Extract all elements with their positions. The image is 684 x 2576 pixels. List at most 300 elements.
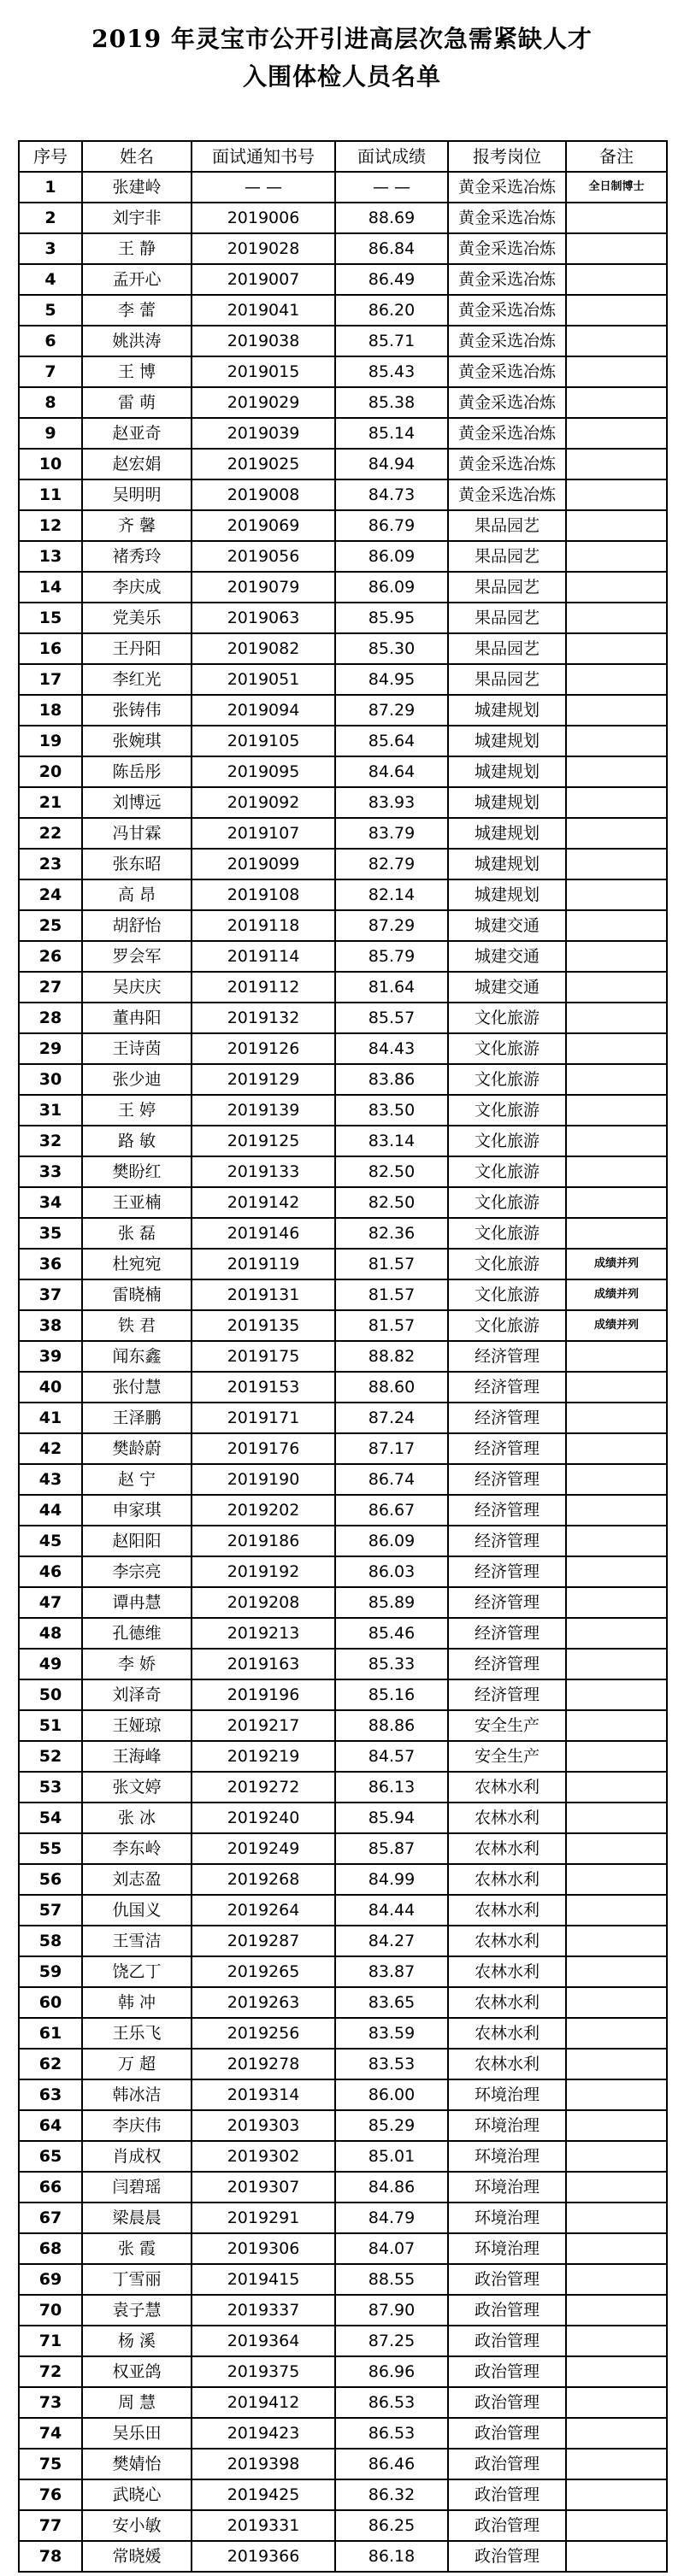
cell-score: 85.89 bbox=[335, 1587, 448, 1618]
cell-no: 62 bbox=[19, 2049, 82, 2079]
cell-name: 权亚鸽 bbox=[82, 2356, 192, 2387]
cell-name: 申家琪 bbox=[82, 1495, 192, 1526]
cell-post: 经济管理 bbox=[448, 1618, 566, 1649]
cell-ticket: 2019412 bbox=[192, 2387, 335, 2418]
cell-ticket: 2019364 bbox=[192, 2326, 335, 2356]
cell-name: 董冉阳 bbox=[82, 1003, 192, 1033]
table-row bbox=[19, 633, 667, 664]
cell-note bbox=[566, 1526, 667, 1556]
cell-score: 85.94 bbox=[335, 1803, 448, 1833]
cell-score: 87.17 bbox=[335, 1433, 448, 1464]
cell-no: 55 bbox=[19, 1833, 82, 1864]
cell-name: 吴乐田 bbox=[82, 2418, 192, 2449]
cell-name: 张 冰 bbox=[82, 1803, 192, 1833]
cell-note bbox=[566, 2295, 667, 2326]
cell-post: 黄金采选冶炼 bbox=[448, 172, 566, 203]
cell-name: 王乐飞 bbox=[82, 2018, 192, 2049]
cell-note: 成绩并列 bbox=[566, 1310, 667, 1341]
cell-score: 86.46 bbox=[335, 2449, 448, 2479]
cell-ticket: 2019303 bbox=[192, 2110, 335, 2141]
cell-note bbox=[566, 756, 667, 787]
table-row bbox=[19, 2203, 667, 2233]
table-row bbox=[19, 1710, 667, 1741]
cell-post: 农林水利 bbox=[448, 1926, 566, 1956]
table-row bbox=[19, 1003, 667, 1033]
cell-name: 铁 君 bbox=[82, 1310, 192, 1341]
cell-note bbox=[566, 1926, 667, 1956]
cell-ticket: 2019008 bbox=[192, 479, 335, 510]
table-row bbox=[19, 2079, 667, 2110]
cell-score: 83.59 bbox=[335, 2018, 448, 2049]
cell-post: 农林水利 bbox=[448, 1803, 566, 1833]
cell-name: 王 静 bbox=[82, 233, 192, 264]
cell-no: 50 bbox=[19, 1679, 82, 1710]
cell-post: 文化旅游 bbox=[448, 1310, 566, 1341]
cell-score: 85.57 bbox=[335, 1003, 448, 1033]
table-row bbox=[19, 787, 667, 818]
table-row bbox=[19, 2387, 667, 2418]
cell-ticket: 2019272 bbox=[192, 1772, 335, 1803]
cell-score: 83.87 bbox=[335, 1956, 448, 1987]
cell-note bbox=[566, 1403, 667, 1433]
cell-name: 褚秀玲 bbox=[82, 541, 192, 572]
cell-score: 86.79 bbox=[335, 510, 448, 541]
cell-no: 4 bbox=[19, 264, 82, 295]
cell-score: 85.64 bbox=[335, 726, 448, 756]
table-row bbox=[19, 1310, 667, 1341]
cell-no: 28 bbox=[19, 1003, 82, 1033]
cell-name: 陈岳彤 bbox=[82, 756, 192, 787]
cell-note bbox=[566, 510, 667, 541]
cell-ticket: 2019118 bbox=[192, 910, 335, 941]
cell-note bbox=[566, 1341, 667, 1372]
table-row bbox=[19, 449, 667, 479]
cell-note bbox=[566, 2510, 667, 2541]
cell-post: 经济管理 bbox=[448, 1556, 566, 1587]
cell-no: 38 bbox=[19, 1310, 82, 1341]
cell-note bbox=[566, 264, 667, 295]
cell-ticket: 2019069 bbox=[192, 510, 335, 541]
cell-note bbox=[566, 787, 667, 818]
cell-score: 84.64 bbox=[335, 756, 448, 787]
cell-name: 杜宛宛 bbox=[82, 1249, 192, 1279]
cell-score: 88.86 bbox=[335, 1710, 448, 1741]
cell-name: 闫碧瑶 bbox=[82, 2172, 192, 2203]
cell-note bbox=[566, 1187, 667, 1218]
cell-no: 76 bbox=[19, 2479, 82, 2510]
cell-post: 果品园艺 bbox=[448, 664, 566, 695]
cell-score: 81.57 bbox=[335, 1249, 448, 1279]
cell-score: 81.57 bbox=[335, 1310, 448, 1341]
cell-note bbox=[566, 633, 667, 664]
cell-ticket: 2019425 bbox=[192, 2479, 335, 2510]
cell-no: 33 bbox=[19, 1156, 82, 1187]
cell-ticket: 2019028 bbox=[192, 233, 335, 264]
cell-no: 23 bbox=[19, 849, 82, 879]
cell-note bbox=[566, 1649, 667, 1679]
cell-post: 安全生产 bbox=[448, 1710, 566, 1741]
cell-score: 82.14 bbox=[335, 879, 448, 910]
cell-post: 文化旅游 bbox=[448, 1126, 566, 1156]
cell-no: 27 bbox=[19, 972, 82, 1003]
cell-no: 25 bbox=[19, 910, 82, 941]
cell-name: 张东昭 bbox=[82, 849, 192, 879]
cell-ticket: 2019119 bbox=[192, 1249, 335, 1279]
cell-name: 李庆成 bbox=[82, 572, 192, 603]
cell-post: 果品园艺 bbox=[448, 633, 566, 664]
cell-name: 刘博远 bbox=[82, 787, 192, 818]
cell-score: 86.25 bbox=[335, 2510, 448, 2541]
cell-name: 赵 宁 bbox=[82, 1464, 192, 1495]
cell-post: 城建交通 bbox=[448, 972, 566, 1003]
table-row bbox=[19, 1372, 667, 1403]
cell-note bbox=[566, 1864, 667, 1895]
cell-name: 杨 溪 bbox=[82, 2326, 192, 2356]
cell-note bbox=[566, 1956, 667, 1987]
cell-note bbox=[566, 1803, 667, 1833]
cell-ticket: 2019092 bbox=[192, 787, 335, 818]
cell-ticket: 2019190 bbox=[192, 1464, 335, 1495]
cell-score: 85.29 bbox=[335, 2110, 448, 2141]
cell-note bbox=[566, 1618, 667, 1649]
cell-note bbox=[566, 664, 667, 695]
cell-ticket: 2019302 bbox=[192, 2141, 335, 2172]
cell-post: 黄金采选冶炼 bbox=[448, 479, 566, 510]
cell-note bbox=[566, 2049, 667, 2079]
cell-ticket: 2019125 bbox=[192, 1126, 335, 1156]
table-row bbox=[19, 756, 667, 787]
table-row bbox=[19, 1526, 667, 1556]
cell-post: 经济管理 bbox=[448, 1433, 566, 1464]
table-row bbox=[19, 1126, 667, 1156]
cell-note bbox=[566, 449, 667, 479]
cell-name: 吴明明 bbox=[82, 479, 192, 510]
cell-name: 赵阳阳 bbox=[82, 1526, 192, 1556]
cell-no: 39 bbox=[19, 1341, 82, 1372]
cell-post: 政治管理 bbox=[448, 2387, 566, 2418]
cell-ticket: 2019105 bbox=[192, 726, 335, 756]
cell-ticket: 2019039 bbox=[192, 418, 335, 449]
cell-ticket: 2019082 bbox=[192, 633, 335, 664]
cell-score: 85.46 bbox=[335, 1618, 448, 1649]
cell-no: 69 bbox=[19, 2264, 82, 2295]
cell-post: 农林水利 bbox=[448, 1987, 566, 2018]
document-title bbox=[0, 21, 684, 96]
cell-no: 20 bbox=[19, 756, 82, 787]
header-seq: 序号 bbox=[19, 141, 82, 172]
table-row bbox=[19, 1495, 667, 1526]
cell-ticket: 2019249 bbox=[192, 1833, 335, 1864]
table-row bbox=[19, 664, 667, 695]
table-row bbox=[19, 695, 667, 726]
cell-note bbox=[566, 2356, 667, 2387]
cell-ticket: 2019133 bbox=[192, 1156, 335, 1187]
table-row bbox=[19, 2110, 667, 2141]
cell-name: 张付慧 bbox=[82, 1372, 192, 1403]
cell-name: 王雪洁 bbox=[82, 1926, 192, 1956]
cell-name: 韩冰洁 bbox=[82, 2079, 192, 2110]
cell-ticket: 2019264 bbox=[192, 1895, 335, 1926]
cell-ticket: 2019265 bbox=[192, 1956, 335, 1987]
cell-ticket: 2019217 bbox=[192, 1710, 335, 1741]
cell-score: 83.79 bbox=[335, 818, 448, 849]
cell-post: 政治管理 bbox=[448, 2449, 566, 2479]
cell-post: 城建交通 bbox=[448, 941, 566, 972]
cell-score: 86.18 bbox=[335, 2541, 448, 2572]
table-row bbox=[19, 356, 667, 387]
table-row bbox=[19, 726, 667, 756]
cell-ticket: 2019007 bbox=[192, 264, 335, 295]
header-note: 备注 bbox=[566, 141, 667, 172]
cell-post: 果品园艺 bbox=[448, 572, 566, 603]
cell-no: 60 bbox=[19, 1987, 82, 2018]
cell-post: 农林水利 bbox=[448, 1864, 566, 1895]
cell-no: 71 bbox=[19, 2326, 82, 2356]
table-row bbox=[19, 1987, 667, 2018]
cell-ticket: 2019112 bbox=[192, 972, 335, 1003]
cell-note bbox=[566, 418, 667, 449]
cell-post: 环境治理 bbox=[448, 2172, 566, 2203]
cell-ticket: 2019051 bbox=[192, 664, 335, 695]
table-row bbox=[19, 972, 667, 1003]
cell-post: 政治管理 bbox=[448, 2264, 566, 2295]
cell-name: 仇国义 bbox=[82, 1895, 192, 1926]
cell-no: 24 bbox=[19, 879, 82, 910]
cell-note bbox=[566, 1033, 667, 1064]
cell-note bbox=[566, 1741, 667, 1772]
cell-ticket: 2019415 bbox=[192, 2264, 335, 2295]
cell-post: 经济管理 bbox=[448, 1526, 566, 1556]
cell-note bbox=[566, 295, 667, 326]
cell-score: 83.93 bbox=[335, 787, 448, 818]
cell-no: 31 bbox=[19, 1095, 82, 1126]
cell-score: 83.86 bbox=[335, 1064, 448, 1095]
cell-score: 86.84 bbox=[335, 233, 448, 264]
cell-post: 经济管理 bbox=[448, 1495, 566, 1526]
cell-post: 农林水利 bbox=[448, 1895, 566, 1926]
table-row bbox=[19, 1772, 667, 1803]
cell-name: 武晓心 bbox=[82, 2479, 192, 2510]
cell-no: 8 bbox=[19, 387, 82, 418]
table-row bbox=[19, 1803, 667, 1833]
cell-no: 16 bbox=[19, 633, 82, 664]
cell-post: 环境治理 bbox=[448, 2233, 566, 2264]
cell-post: 黄金采选冶炼 bbox=[448, 418, 566, 449]
cell-post: 农林水利 bbox=[448, 1833, 566, 1864]
cell-ticket: 2019006 bbox=[192, 203, 335, 233]
cell-name: 王海峰 bbox=[82, 1741, 192, 1772]
cell-ticket: 2019056 bbox=[192, 541, 335, 572]
cell-name: 李宗亮 bbox=[82, 1556, 192, 1587]
cell-ticket: 2019307 bbox=[192, 2172, 335, 2203]
cell-post: 政治管理 bbox=[448, 2356, 566, 2387]
cell-score: 82.50 bbox=[335, 1156, 448, 1187]
cell-post: 文化旅游 bbox=[448, 1064, 566, 1095]
cell-ticket: 2019114 bbox=[192, 941, 335, 972]
cell-score: 81.57 bbox=[335, 1279, 448, 1310]
cell-note bbox=[566, 1464, 667, 1495]
cell-no: 46 bbox=[19, 1556, 82, 1587]
table-row bbox=[19, 2449, 667, 2479]
cell-ticket: 2019063 bbox=[192, 603, 335, 633]
cell-score: 86.09 bbox=[335, 572, 448, 603]
cell-note bbox=[566, 2079, 667, 2110]
cell-score: 86.67 bbox=[335, 1495, 448, 1526]
cell-post: 环境治理 bbox=[448, 2141, 566, 2172]
cell-score: 85.38 bbox=[335, 387, 448, 418]
cell-score: 87.29 bbox=[335, 910, 448, 941]
table-row bbox=[19, 1956, 667, 1987]
cell-name: 梁晨晨 bbox=[82, 2203, 192, 2233]
cell-score: 84.43 bbox=[335, 1033, 448, 1064]
cell-score: 82.50 bbox=[335, 1187, 448, 1218]
table-row bbox=[19, 603, 667, 633]
cell-ticket: 2019099 bbox=[192, 849, 335, 879]
cell-name: 党美乐 bbox=[82, 603, 192, 633]
cell-score: 87.25 bbox=[335, 2326, 448, 2356]
cell-note bbox=[566, 2387, 667, 2418]
cell-score: 83.53 bbox=[335, 2049, 448, 2079]
cell-score: 88.60 bbox=[335, 1372, 448, 1403]
cell-score: 85.30 bbox=[335, 633, 448, 664]
cell-name: 张婉琪 bbox=[82, 726, 192, 756]
cell-post: 黄金采选冶炼 bbox=[448, 449, 566, 479]
cell-post: 城建交通 bbox=[448, 910, 566, 941]
cell-ticket: 2019107 bbox=[192, 818, 335, 849]
cell-note bbox=[566, 2418, 667, 2449]
table-body bbox=[19, 172, 667, 2572]
cell-note bbox=[566, 572, 667, 603]
cell-no: 19 bbox=[19, 726, 82, 756]
cell-score: 85.79 bbox=[335, 941, 448, 972]
cell-note bbox=[566, 1987, 667, 2018]
cell-score: 82.36 bbox=[335, 1218, 448, 1249]
cell-name: 姚洪涛 bbox=[82, 326, 192, 356]
cell-post: 黄金采选冶炼 bbox=[448, 387, 566, 418]
cell-note bbox=[566, 1372, 667, 1403]
cell-note bbox=[566, 2018, 667, 2049]
title-line-2: 入围体检人员名单 bbox=[242, 62, 441, 91]
cell-no: 37 bbox=[19, 1279, 82, 1310]
cell-post: 文化旅游 bbox=[448, 1156, 566, 1187]
cell-post: 农林水利 bbox=[448, 1956, 566, 1987]
cell-score: 86.53 bbox=[335, 2418, 448, 2449]
cell-no: 64 bbox=[19, 2110, 82, 2141]
table-row bbox=[19, 1556, 667, 1587]
table-row bbox=[19, 2479, 667, 2510]
cell-note bbox=[566, 603, 667, 633]
cell-score: 86.03 bbox=[335, 1556, 448, 1587]
cell-note bbox=[566, 1679, 667, 1710]
cell-no: 18 bbox=[19, 695, 82, 726]
cell-ticket: 2019146 bbox=[192, 1218, 335, 1249]
cell-name: 李东岭 bbox=[82, 1833, 192, 1864]
cell-note bbox=[566, 910, 667, 941]
cell-note bbox=[566, 1495, 667, 1526]
cell-post: 政治管理 bbox=[448, 2295, 566, 2326]
cell-ticket: 2019196 bbox=[192, 1679, 335, 1710]
cell-no: 53 bbox=[19, 1772, 82, 1803]
cell-no: 40 bbox=[19, 1372, 82, 1403]
cell-no: 68 bbox=[19, 2233, 82, 2264]
cell-name: 张 霞 bbox=[82, 2233, 192, 2264]
cell-post: 城建规划 bbox=[448, 726, 566, 756]
cell-name: 王诗茵 bbox=[82, 1033, 192, 1064]
title-line-1: 2019 年灵宝市公开引进高层次急需紧缺人才 bbox=[91, 25, 593, 53]
cell-post: 黄金采选冶炼 bbox=[448, 264, 566, 295]
cell-name: 雷晓楠 bbox=[82, 1279, 192, 1310]
table-row bbox=[19, 1895, 667, 1926]
cell-name: 孔德维 bbox=[82, 1618, 192, 1649]
cell-ticket: 2019095 bbox=[192, 756, 335, 787]
cell-no: 11 bbox=[19, 479, 82, 510]
cell-note bbox=[566, 1126, 667, 1156]
cell-post: 文化旅游 bbox=[448, 1218, 566, 1249]
cell-name: 张 磊 bbox=[82, 1218, 192, 1249]
cell-ticket: 2019219 bbox=[192, 1741, 335, 1772]
cell-note bbox=[566, 387, 667, 418]
cell-no: 13 bbox=[19, 541, 82, 572]
cell-post: 果品园艺 bbox=[448, 603, 566, 633]
cell-no: 44 bbox=[19, 1495, 82, 1526]
cell-no: 30 bbox=[19, 1064, 82, 1095]
table-row bbox=[19, 1064, 667, 1095]
cell-name: 张铸伟 bbox=[82, 695, 192, 726]
cell-score: 86.00 bbox=[335, 2079, 448, 2110]
table-row bbox=[19, 418, 667, 449]
table-row bbox=[19, 2418, 667, 2449]
cell-no: 43 bbox=[19, 1464, 82, 1495]
cell-score: 84.86 bbox=[335, 2172, 448, 2203]
header-name: 姓名 bbox=[82, 141, 192, 172]
cell-post: 农林水利 bbox=[448, 2018, 566, 2049]
cell-no: 61 bbox=[19, 2018, 82, 2049]
cell-no: 51 bbox=[19, 1710, 82, 1741]
cell-no: 22 bbox=[19, 818, 82, 849]
cell-note bbox=[566, 879, 667, 910]
cell-note bbox=[566, 1003, 667, 1033]
cell-name: 李 娇 bbox=[82, 1649, 192, 1679]
cell-note bbox=[566, 326, 667, 356]
cell-ticket: 2019094 bbox=[192, 695, 335, 726]
table-row bbox=[19, 2018, 667, 2049]
cell-post: 政治管理 bbox=[448, 2510, 566, 2541]
cell-score: 81.64 bbox=[335, 972, 448, 1003]
table-row bbox=[19, 1464, 667, 1495]
cell-name: 韩 冲 bbox=[82, 1987, 192, 2018]
cell-score: 86.09 bbox=[335, 1526, 448, 1556]
table-row bbox=[19, 387, 667, 418]
cell-ticket: 2019176 bbox=[192, 1433, 335, 1464]
table-row bbox=[19, 1433, 667, 1464]
cell-no: 58 bbox=[19, 1926, 82, 1956]
cell-no: 75 bbox=[19, 2449, 82, 2479]
cell-no: 67 bbox=[19, 2203, 82, 2233]
cell-name: 罗会军 bbox=[82, 941, 192, 972]
table-row bbox=[19, 541, 667, 572]
table-row bbox=[19, 2172, 667, 2203]
cell-name: 安小敏 bbox=[82, 2510, 192, 2541]
cell-post: 文化旅游 bbox=[448, 1249, 566, 1279]
cell-name: 李红光 bbox=[82, 664, 192, 695]
cell-ticket: 2019038 bbox=[192, 326, 335, 356]
cell-no: 56 bbox=[19, 1864, 82, 1895]
cell-no: 41 bbox=[19, 1403, 82, 1433]
cell-ticket: 2019142 bbox=[192, 1187, 335, 1218]
cell-ticket: 2019126 bbox=[192, 1033, 335, 1064]
cell-note bbox=[566, 1895, 667, 1926]
cell-ticket: 2019153 bbox=[192, 1372, 335, 1403]
